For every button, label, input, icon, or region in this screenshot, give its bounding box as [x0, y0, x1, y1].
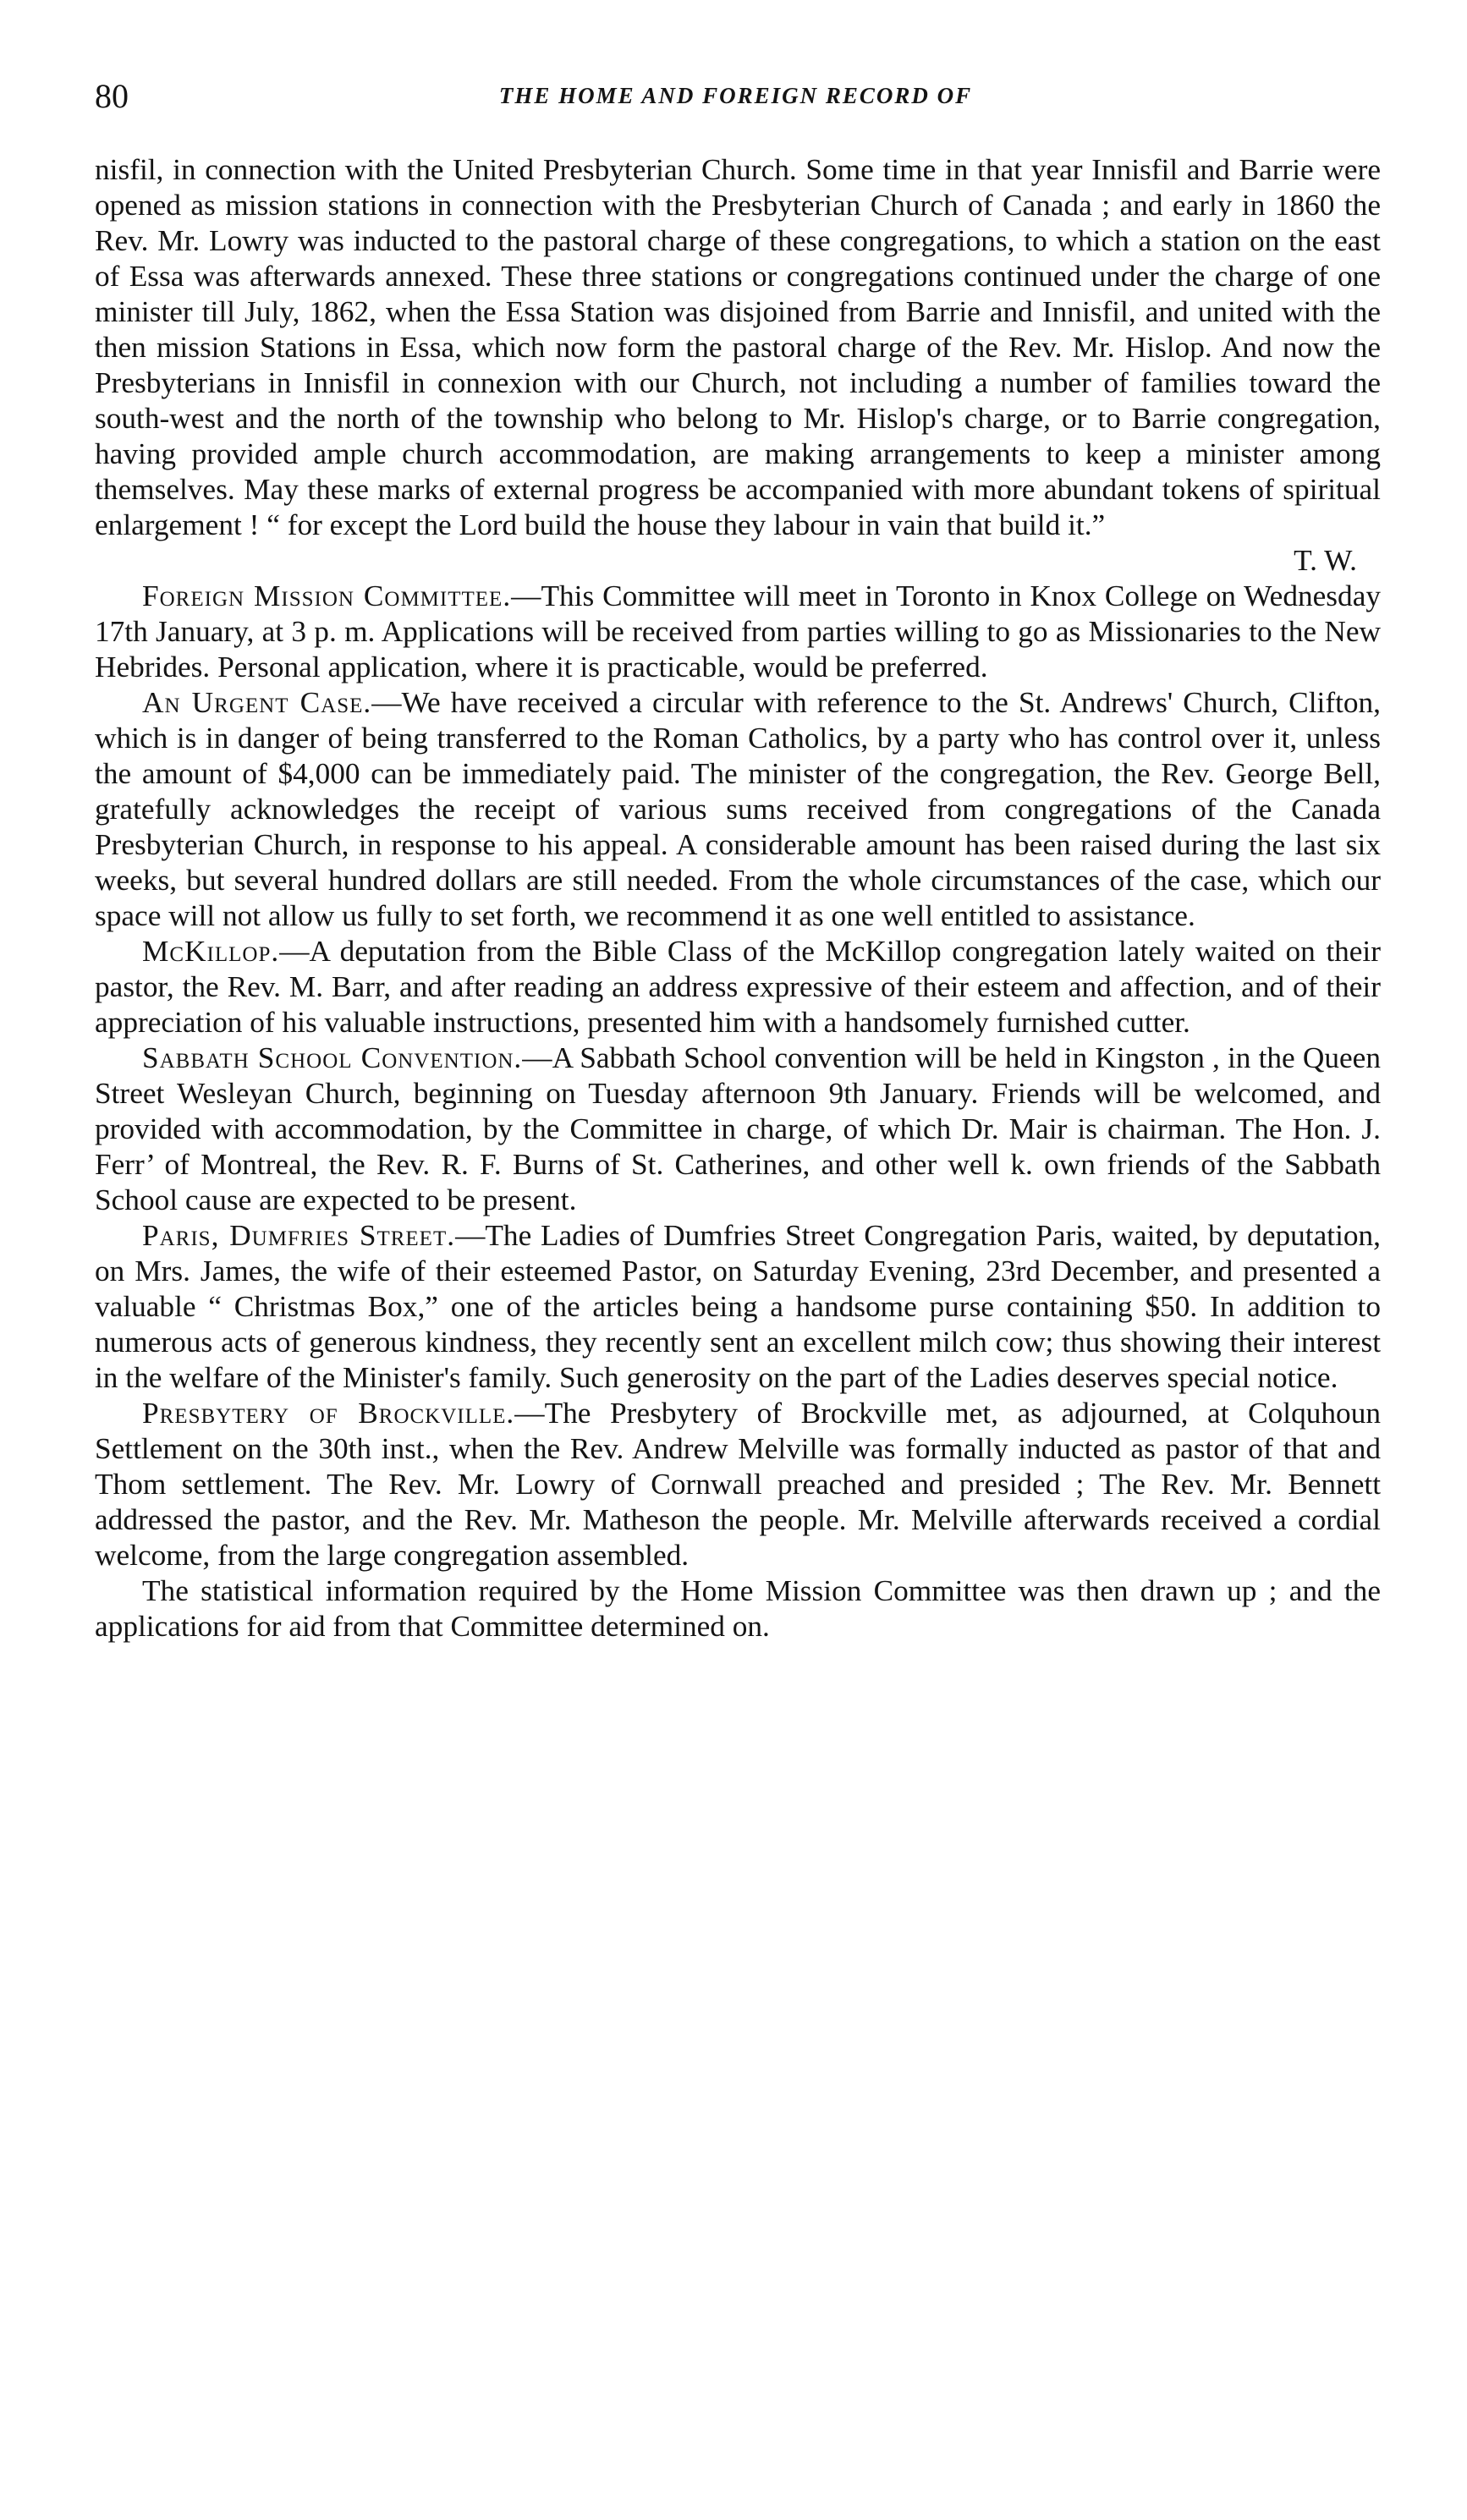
page-number: 80	[95, 77, 129, 115]
notice-text: —A Sabbath School convention will be held in Kingston , in the Queen Street Wesleyan Church, beginning on Tuesday afternoon 9th January. Friends will be welcomed, and provided with accommodation, by the Committee in charge, of which Dr. Mair is chairman. The Hon. J. Ferr’ of Montreal, the Rev. R. F. Burns of St. Catherines, and other well k. own friends of the Sabbath School cause are expected to be present.	[95, 1041, 1381, 1216]
closing-paragraph: The statistical information required by the Home Mission Committee was then drawn up ; and the applications for aid from that Committee determined on.	[95, 1574, 1381, 1643]
article-body	[95, 152, 1381, 1644]
notice-text: —The Ladies of Dumfries Street Congregation Paris, waited, by deputation, on Mrs. James, the wife of their esteemed Pastor, on Saturday Evening, 23rd December, and presented a valuable “ Christmas Box,” one of the articles being a handsome purse containing $50. In addition to numerous acts of generous kindness, they recently sent an excellent milch cow; thus showing their interest in the welfare of the Minister's family. Such generosity on the part of the Ladies deserves special notice.	[95, 1219, 1382, 1394]
notice-heading: An Urgent Case.	[142, 686, 372, 719]
notice-text: —This Committee will meet in Toronto in Knox College on Wednesday 17th January, at 3 p. m. Applications will be received from parties willing to go as Missionaries to the New Hebrides. Personal application, where it is practicable, would be preferred.	[95, 579, 1382, 684]
notice-text: —A deputation from the Bible Class of the McKillop congregation lately waited on their pastor, the Rev. M. Barr, and after reading an address expressive of their esteem and affection, and of their appreciation of his valuable instructions, presented him with a handsomely furnished cutter.	[95, 935, 1381, 1039]
notice-text: —The Presbytery of Brockville met, as adjourned, at Colquhoun Settlement on the 30th inst., when the Rev. Andrew Melville was formally inducted as pastor of that and Thom settlement. The Rev. Mr. Lowry of Cornwall preached and presided ; The Rev. Mr. Bennett addressed the pastor, and the Rev. Mr. Matheson the people. Mr. Melville afterwards received a cordial welcome, from the large congregation assembled.	[95, 1397, 1381, 1572]
running-title: THE HOME AND FOREIGN RECORD OF	[498, 83, 973, 108]
notice-heading: Sabbath School Convention.	[142, 1041, 523, 1074]
notice-mckillop	[95, 934, 1381, 1040]
author-signature: T. W.	[1294, 544, 1357, 577]
notice-heading: McKillop.	[142, 935, 280, 968]
notice-presbytery-brockville	[95, 1396, 1381, 1573]
notice-foreign-mission	[95, 579, 1381, 685]
notice-text: —We have received a circular with reference to the St. Andrews' Church, Clifton, which is in danger of being transferred to the Roman Catholics, by a party who has control over it, unless the amount of $4,000 can be immediately paid. The minister of the congregation, the Rev. George Bell, gratefully acknowledges the receipt of various sums received from congregations of the Canada Presbyterian Church, in response to his appeal. A considerable amount has been raised during the last six weeks, but several hundred dollars are still needed. From the whole circumstances of the case, which our space will not allow us fully to set forth, we recommend it as one well entitled to assistance.	[95, 686, 1382, 932]
notice-heading: Foreign Mission Committee.	[142, 579, 512, 612]
notice-paris-dumfries	[95, 1218, 1381, 1396]
notice-sabbath-school	[95, 1040, 1381, 1218]
notice-urgent-case	[95, 685, 1381, 934]
notice-heading: Presbytery of Brockville.	[142, 1397, 515, 1430]
page-header	[95, 76, 1376, 127]
notice-heading: Paris, Dumfries Street.	[142, 1219, 456, 1252]
article-paragraph: nisfil, in connection with the United Presbyterian Church. Some time in that year Innisfil and Barrie were opened as mission stations in connection with the Presbyterian Church of Canada ; and early in 1860 the Rev. Mr. Lowry was inducted to the pastoral charge of these congregations, to which a station on the east of Essa was afterwards annexed. These three stations or congregations continued under the charge of one minister till July, 1862, when the Essa Station was disjoined from Barrie and Innisfil, and united with the then mission Stations in Essa, which now form the pastoral charge of the Rev. Mr. Hislop. And now the Presbyterians in Innisfil in connexion with our Church, not including a number of families toward the south-west and the north of the township who belong to Mr. Hislop's charge, or to Barrie congregation, having provided ample church accommodation, are making arrangements to keep a minister among themselves. May these marks of external progress be accompanied with more abundant tokens of spiritual enlargement ! “ for except the Lord build the house they labour in vain that build it.”	[95, 153, 1381, 541]
